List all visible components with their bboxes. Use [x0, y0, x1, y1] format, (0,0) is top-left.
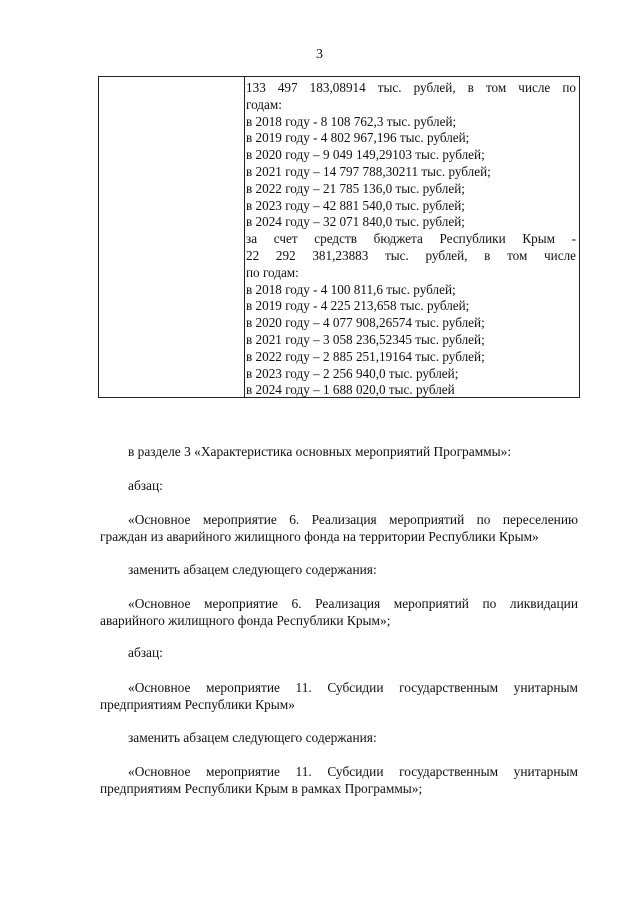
year-amount: в 2020 году – 4 077 908,26574 тыс. рублей; — [246, 315, 485, 331]
new-item-6-line-1: «Основное мероприятие 6. Реализация мероприятий по ликвидации — [128, 596, 578, 611]
total-amount-line: 133 497 183,08914 тыс. рублей, в том числе по — [246, 80, 576, 95]
year-amount: в 2022 году – 21 785 136,0 тыс. рублей; — [246, 180, 465, 196]
abzac-label: абзац: — [128, 478, 163, 493]
replace-instruction: заменить абзацем следующего содержания: — [128, 562, 377, 577]
year-amount: в 2024 году – 32 071 840,0 тыс. рублей; — [246, 214, 465, 230]
new-item-6-line-2: аварийного жилищного фонда Республики Крым»; — [100, 613, 391, 628]
old-item-6-paragraph — [100, 511, 578, 545]
new-item-11-line-1: «Основное мероприятие 11. Субсидии государственным унитарным — [128, 764, 578, 779]
old-item-11-line-1: «Основное мероприятие 11. Субсидии государственным унитарным — [128, 680, 578, 695]
new-item-11-line-2: предприятиям Республики Крым в рамках Программы»; — [100, 781, 423, 796]
table-left-cell — [99, 77, 245, 397]
total-by-years-label: годам: — [246, 96, 282, 112]
year-amount: в 2018 году - 8 108 762,3 тыс. рублей; — [246, 113, 457, 129]
abzac-label: абзац: — [128, 645, 163, 660]
old-item-11-line-2: предприятиям Республики Крым» — [100, 697, 295, 712]
year-amount: в 2020 году – 9 049 149,29103 тыс. рублей; — [246, 147, 485, 163]
regional-amount-line: 22 292 381,23883 тыс. рублей, в том числе — [246, 247, 576, 263]
regional-by-years-label: по годам: — [246, 264, 299, 280]
page-number: 3 — [316, 47, 323, 62]
year-amount: в 2023 году – 2 256 940,0 тыс. рублей; — [246, 365, 459, 381]
replace-instruction: заменить абзацем следующего содержания: — [128, 730, 377, 745]
old-item-11-paragraph — [100, 679, 578, 713]
regional-budget-line: за счет средств бюджета Республики Крым - — [246, 231, 576, 247]
old-item-6-line-1: «Основное мероприятие 6. Реализация мероприятий по переселению — [128, 512, 578, 527]
year-amount: в 2018 году - 4 100 811,6 тыс. рублей; — [246, 281, 456, 297]
new-item-11-paragraph — [100, 763, 578, 797]
year-amount: в 2019 году - 4 802 967,196 тыс. рублей; — [246, 130, 470, 146]
table-right-cell — [246, 80, 576, 399]
year-amount: в 2024 году – 1 688 020,0 тыс. рублей — [246, 382, 455, 398]
year-amount: в 2019 году - 4 225 213,658 тыс. рублей; — [246, 298, 470, 314]
year-amount: в 2021 году – 14 797 788,30211 тыс. рублей; — [246, 163, 491, 179]
year-amount: в 2022 году – 2 885 251,19164 тыс. рублей; — [246, 348, 485, 364]
section-intro-paragraph: в разделе 3 «Характеристика основных мероприятий Программы»: — [128, 444, 512, 459]
old-item-6-line-2: граждан из аварийного жилищного фонда на территории Республики Крым» — [100, 529, 539, 544]
year-amount: в 2023 году – 42 881 540,0 тыс. рублей; — [246, 197, 465, 213]
year-amount: в 2021 году – 3 058 236,52345 тыс. рублей; — [246, 331, 485, 347]
funding-table — [98, 76, 580, 398]
new-item-6-paragraph — [100, 595, 578, 629]
